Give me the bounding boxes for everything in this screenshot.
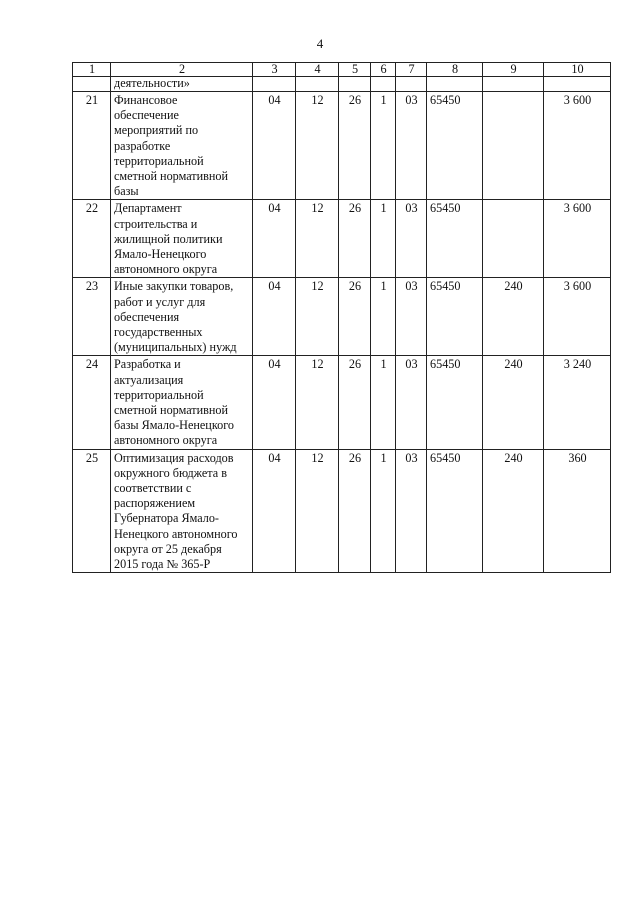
item-name-line: обеспечения [114,309,180,324]
item-name-cell [111,200,253,278]
column-header: 3 [253,63,296,77]
continuation-text: деятельности» [111,77,253,92]
item-name-line: базы Ямало-Ненецкого [114,418,235,433]
item-name-cell [111,92,253,200]
item-name-cell [111,278,253,356]
code-cell-3: 04 [253,92,296,200]
expense-type-cell: 240 [483,356,544,449]
column-header: 10 [544,63,611,77]
code-cell-6: 1 [371,92,396,200]
continuation-row [73,77,611,92]
code-cell-8: 65450 [427,449,483,573]
code-cell-7: 03 [396,92,427,200]
code-cell-3: 04 [253,356,296,449]
code-cell-3: 04 [253,200,296,278]
item-name-line: Оптимизация расходов [114,450,234,465]
item-name-line: сметной нормативной [114,403,229,418]
expense-type-cell: 240 [483,278,544,356]
amount-cell: 3 600 [544,200,611,278]
code-cell-5: 26 [339,278,371,356]
table-row [73,92,611,200]
header-row [73,63,611,77]
table-cell [427,77,483,92]
table-cell [296,77,339,92]
column-header: 7 [396,63,427,77]
code-cell-4: 12 [296,200,339,278]
item-name-line: Департамент [114,201,182,216]
item-name-line: территориальной [114,153,204,168]
code-cell-7: 03 [396,449,427,573]
item-name-cell [111,356,253,449]
budget-table [72,62,611,573]
amount-cell: 3 240 [544,356,611,449]
item-name-line: округа от 25 декабря [114,541,222,556]
table-cell [483,77,544,92]
item-name-line: базы [114,184,139,199]
item-name-line: распоряжением [114,496,196,511]
code-cell-5: 26 [339,356,371,449]
item-name-line: 2015 года № 365-Р [114,557,211,572]
item-name-line: Финансовое [114,93,178,107]
item-name-line: окружного бюджета в [114,465,227,480]
table-row [73,278,611,356]
item-name-line: автономного округа [114,262,218,277]
code-cell-4: 12 [296,278,339,356]
item-name-line: сметной нормативной [114,169,229,184]
item-name-line: автономного округа [114,433,218,448]
code-cell-7: 03 [396,356,427,449]
item-name-line: соответствии с [114,481,192,496]
code-cell-5: 26 [339,449,371,573]
row-number-cell: 22 [73,200,111,278]
code-cell-8: 65450 [427,92,483,200]
row-number-cell: 21 [73,92,111,200]
column-header: 1 [73,63,111,77]
code-cell-4: 12 [296,449,339,573]
column-header: 2 [111,63,253,77]
row-number-cell: 24 [73,356,111,449]
row-number-cell: 23 [73,278,111,356]
code-cell-8: 65450 [427,356,483,449]
item-name-line: Ненецкого автономного [114,526,238,541]
code-cell-7: 03 [396,200,427,278]
table-row [73,200,611,278]
code-cell-4: 12 [296,92,339,200]
code-cell-8: 65450 [427,200,483,278]
amount-cell: 360 [544,449,611,573]
item-name-line: работ и услуг для [114,294,206,309]
column-header: 9 [483,63,544,77]
column-header: 8 [427,63,483,77]
code-cell-7: 03 [396,278,427,356]
item-name-line: мероприятий по [114,123,199,138]
item-name-line: Иные закупки товаров, [114,279,234,294]
code-cell-6: 1 [371,449,396,573]
item-name-line: Разработка и [114,357,181,372]
item-name-line: строительства и [114,216,198,231]
expense-type-cell [483,200,544,278]
item-name-line: государственных [114,325,203,340]
code-cell-3: 04 [253,449,296,573]
item-name-line: жилищной политики [114,231,223,246]
table-cell [544,77,611,92]
table-cell [73,77,111,92]
amount-cell: 3 600 [544,92,611,200]
code-cell-5: 26 [339,200,371,278]
item-name-cell [111,449,253,573]
table-row [73,356,611,449]
code-cell-6: 1 [371,278,396,356]
table-row [73,449,611,573]
column-header: 6 [371,63,396,77]
code-cell-8: 65450 [427,278,483,356]
column-header: 4 [296,63,339,77]
page-number: 4 [316,36,324,51]
item-name-line: Ямало-Ненецкого [114,247,207,262]
code-cell-3: 04 [253,278,296,356]
item-name-line: актуализация [114,372,184,387]
code-cell-6: 1 [371,356,396,449]
item-name-line: Губернатора Ямало- [114,511,219,526]
code-cell-4: 12 [296,356,339,449]
row-number-cell: 25 [73,449,111,573]
table-cell [396,77,427,92]
expense-type-cell: 240 [483,449,544,573]
amount-cell: 3 600 [544,278,611,356]
table-cell [253,77,296,92]
item-name-line: территориальной [114,387,204,402]
expense-type-cell [483,92,544,200]
code-cell-5: 26 [339,92,371,200]
table-cell [339,77,371,92]
item-name-line: обеспечение [114,108,179,123]
item-name-line: (муниципальных) нужд [114,340,237,355]
code-cell-6: 1 [371,200,396,278]
table-cell [371,77,396,92]
column-header: 5 [339,63,371,77]
table-body [73,63,611,573]
item-name-line: разработке [114,138,171,153]
